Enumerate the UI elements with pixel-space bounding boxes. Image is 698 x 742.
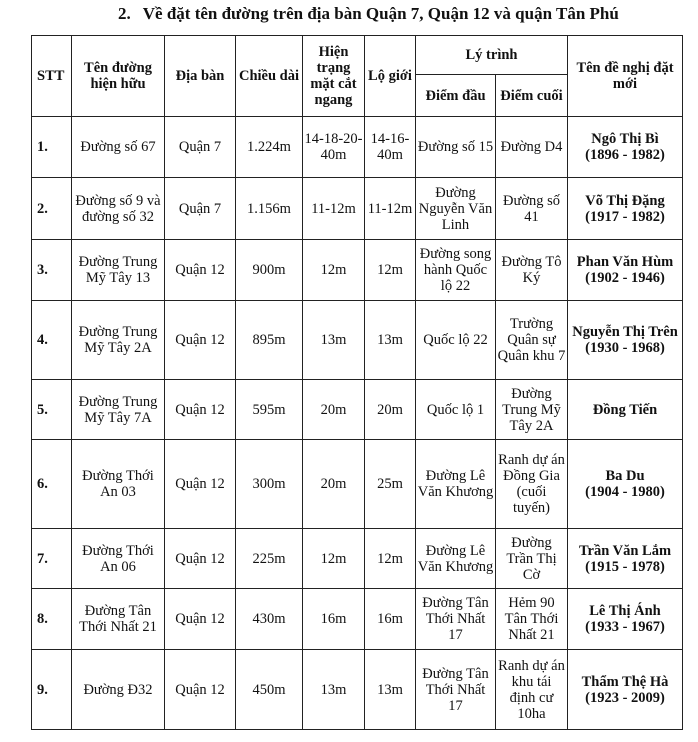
proposed-name-text: Võ Thị Đặng [585,192,665,209]
row-existing-name: Đường Thới An 06 [72,529,165,589]
table-row [32,440,683,529]
table-row [32,529,683,589]
row-district: Quận 7 [165,117,236,178]
row-length: 900m [236,240,303,301]
row-end-point: Đường Tô Ký [496,240,568,301]
row-existing-name: Đường Thới An 03 [72,440,165,529]
row-stt: 8. [32,589,72,650]
proposed-name-text: Nguyễn Thị Trên [572,324,678,340]
row-existing-name: Đường Trung Mỹ Tây 2A [72,301,165,380]
row-current-width: 12m [303,529,365,589]
row-length: 595m [236,380,303,440]
section-heading [118,4,619,24]
row-existing-name: Đường số 67 [72,117,165,178]
row-stt: 4. [32,301,72,380]
proposed-name-years: (1930 - 1968) [585,340,665,356]
row-stt: 3. [32,240,72,301]
row-stt: 7. [32,529,72,589]
row-end-point: Ranh dự án Đồng Gia (cuối tuyến) [496,440,568,529]
row-district: Quận 12 [165,240,236,301]
row-existing-name: Đường Trung Mỹ Tây 7A [72,380,165,440]
row-length: 1.224m [236,117,303,178]
row-proposed-name [568,117,683,178]
header-row [32,36,683,75]
row-stt: 2. [32,178,72,240]
row-current-width: 13m [303,301,365,380]
proposed-name-text: Phan Văn Hùm [576,254,674,270]
row-district: Quận 12 [165,301,236,380]
row-length: 1.156m [236,178,303,240]
row-stt: 6. [32,440,72,529]
header-current-width: Hiện trạng mặt cắt ngang [303,36,365,117]
table-row [32,650,683,730]
row-proposed-name [568,589,683,650]
row-end-point: Đường số 41 [496,178,568,240]
header-stt: STT [32,36,72,117]
table-row [32,178,683,240]
proposed-name-years: (1904 - 1980) [585,484,665,500]
table-row [32,589,683,650]
row-existing-name: Đường số 9 và đường số 32 [72,178,165,240]
row-proposed-name [568,178,683,240]
row-district: Quận 12 [165,440,236,529]
row-start-point: Đường Tân Thới Nhất 17 [416,589,496,650]
header-length: Chiều dài [236,36,303,117]
proposed-name-text: Đồng Tiến [592,401,658,418]
proposed-name-text: Ba Du [605,468,645,484]
row-end-point: Trường Quân sự Quân khu 7 [496,301,568,380]
row-current-width: 13m [303,650,365,730]
proposed-name-years: (1923 - 2009) [585,689,665,706]
row-stt: 5. [32,380,72,440]
row-proposed-name [568,650,683,730]
row-stt: 1. [32,117,72,178]
table-row [32,240,683,301]
row-existing-name: Đường Trung Mỹ Tây 13 [72,240,165,301]
proposed-name-text: Ngô Thị Bì [591,131,659,147]
row-road-boundary: 25m [365,440,416,529]
row-district: Quận 12 [165,529,236,589]
header-end-point: Điểm cuối [496,75,568,117]
row-proposed-name [568,380,683,440]
row-road-boundary: 12m [365,529,416,589]
row-district: Quận 7 [165,178,236,240]
row-length: 450m [236,650,303,730]
header-road-boundary: Lộ giới [365,36,416,117]
row-road-boundary: 13m [365,650,416,730]
proposed-name-years: (1933 - 1967) [585,619,665,635]
table-body [32,117,683,730]
row-end-point: Hẻm 90 Tân Thới Nhất 21 [496,589,568,650]
section-number: 2. [118,4,131,23]
row-start-point: Đường số 15 [416,117,496,178]
row-current-width: 20m [303,440,365,529]
row-length: 895m [236,301,303,380]
row-proposed-name [568,301,683,380]
street-naming-table [31,35,683,730]
row-start-point: Đường song hành Quốc lộ 22 [416,240,496,301]
header-route: Lý trình [416,36,568,75]
header-start-point: Điểm đầu [416,75,496,117]
row-proposed-name [568,529,683,589]
row-start-point: Đường Nguyễn Văn Linh [416,178,496,240]
row-current-width: 11-12m [303,178,365,240]
row-current-width: 20m [303,380,365,440]
row-start-point: Đường Lê Văn Khương [416,440,496,529]
row-start-point: Quốc lộ 22 [416,301,496,380]
row-start-point: Đường Lê Văn Khương [416,529,496,589]
proposed-name-years: (1902 - 1946) [585,270,665,286]
row-district: Quận 12 [165,380,236,440]
proposed-name-text: Lê Thị Ánh [589,603,661,619]
proposed-name-years: (1896 - 1982) [585,147,665,163]
header-district: Địa bàn [165,36,236,117]
row-end-point: Đường D4 [496,117,568,178]
row-proposed-name [568,240,683,301]
row-current-width: 16m [303,589,365,650]
row-district: Quận 12 [165,650,236,730]
row-road-boundary: 20m [365,380,416,440]
row-length: 300m [236,440,303,529]
row-start-point: Quốc lộ 1 [416,380,496,440]
row-end-point: Ranh dự án khu tái định cư 10ha [496,650,568,730]
row-end-point: Đường Trung Mỹ Tây 2A [496,380,568,440]
table-row [32,380,683,440]
proposed-name-text: Trần Văn Lắm [578,542,672,559]
row-road-boundary: 13m [365,301,416,380]
row-length: 430m [236,589,303,650]
header-existing-name: Tên đường hiện hữu [72,36,165,117]
row-existing-name: Đường Đ32 [72,650,165,730]
row-current-width: 14-18-20-40m [303,117,365,178]
row-road-boundary: 12m [365,240,416,301]
row-length: 225m [236,529,303,589]
row-road-boundary: 14-16-40m [365,117,416,178]
table-row [32,301,683,380]
row-existing-name: Đường Tân Thới Nhất 21 [72,589,165,650]
row-road-boundary: 16m [365,589,416,650]
row-current-width: 12m [303,240,365,301]
header-proposed-name: Tên đề nghị đặt mới [568,36,683,117]
row-district: Quận 12 [165,589,236,650]
row-start-point: Đường Tân Thới Nhất 17 [416,650,496,730]
proposed-name-years: (1917 - 1982) [585,208,665,225]
section-title: Về đặt tên đường trên địa bàn Quận 7, Quận 12 và quận Tân Phú [142,4,619,23]
row-road-boundary: 11-12m [365,178,416,240]
proposed-name-years: (1915 - 1978) [585,558,665,575]
proposed-name-text: Thẩm Thệ Hà [581,673,669,690]
table-row [32,117,683,178]
row-stt: 9. [32,650,72,730]
row-end-point: Đường Trần Thị Cờ [496,529,568,589]
row-proposed-name [568,440,683,529]
